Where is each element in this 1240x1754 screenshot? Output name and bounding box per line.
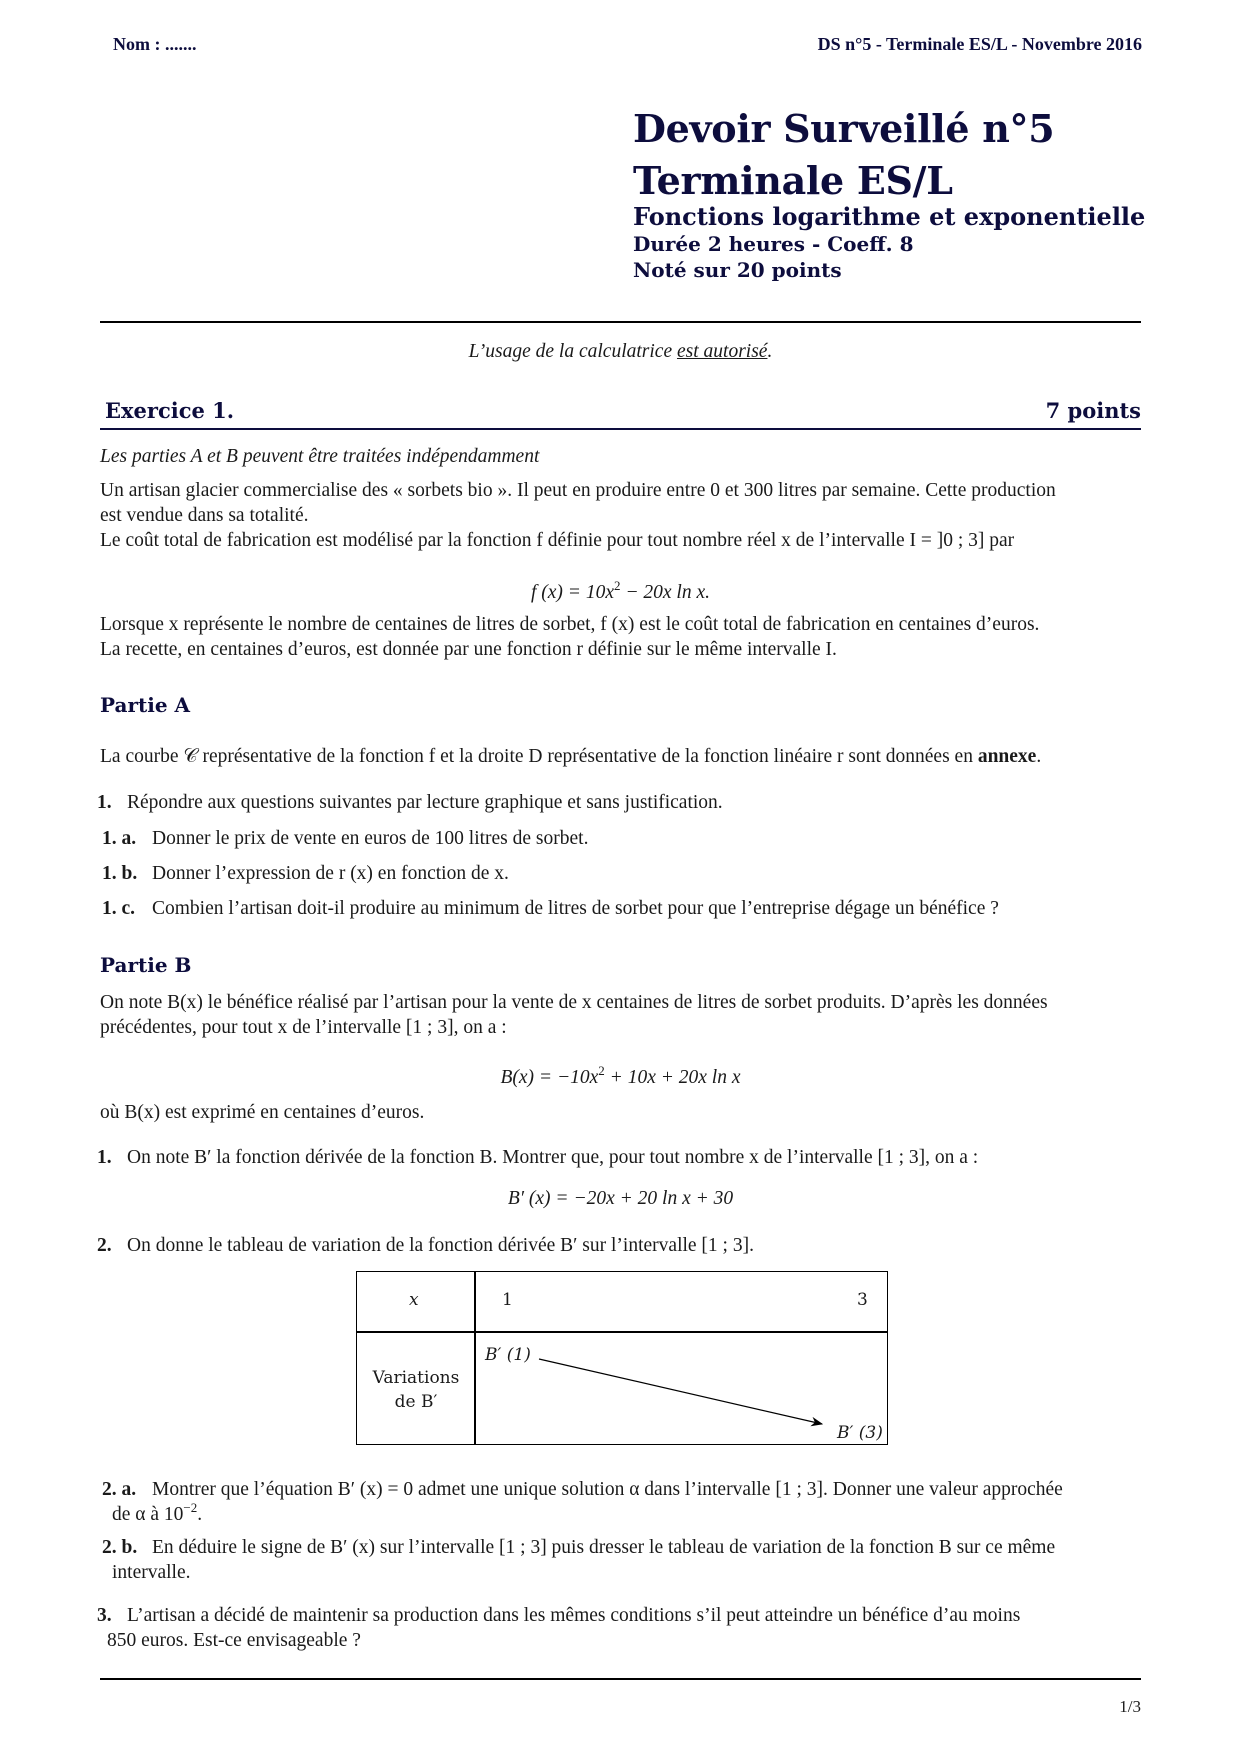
part-a-intro	[100, 744, 1141, 769]
table-row-label-line-2: de B′	[394, 1392, 438, 1412]
question-number: 2. b.	[102, 1537, 138, 1558]
question-number: 1.	[97, 792, 112, 813]
intro-paragraph-1-line-2: est vendue dans sa totalité.	[100, 505, 309, 526]
table-start-value: B′ (1)	[485, 1345, 531, 1365]
question-text-end: .	[197, 1504, 203, 1525]
part-a-intro-end: .	[1036, 746, 1042, 767]
intro-paragraph-1-line-1: Un artisan glacier commercialise des « sorbets bio ». Il peut en produire entre 0 et 300 litres par semaine. Cette production	[100, 480, 1056, 501]
subject-title: Fonctions logarithme et exponentielle	[633, 202, 1146, 231]
formula-B-exponent: 2	[598, 1063, 605, 1078]
exercise-points: 7 points	[1045, 398, 1141, 423]
part-b-question-2a-line-2	[112, 1502, 1153, 1527]
title-block	[633, 105, 1145, 283]
precision-exponent: −2	[183, 1500, 198, 1515]
calculator-note-text: L’usage de la calculatrice	[468, 341, 677, 362]
document-reference: DS n°5 - Terminale ES/L - Novembre 2016	[817, 34, 1142, 54]
question-text: Donner le prix de vente en euros de 100 litres de sorbet.	[152, 828, 589, 849]
part-b-question-2a	[102, 1477, 1143, 1502]
question-text: Donner l’expression de r (x) en fonction de x.	[152, 863, 509, 884]
exercise-title: Exercice 1.	[105, 398, 235, 423]
part-b-intro-line-1: On note B(x) le bénéfice réalisé par l’artisan pour la vente de x centaines de litres de sorbet produits. D’après les données	[100, 992, 1048, 1013]
question-text: On note B′ la fonction dérivée de la fonction B. Montrer que, pour tout nombre x de l’intervalle [1 ; 3], on a :	[127, 1147, 979, 1168]
formula-f-exponent: 2	[613, 578, 621, 593]
independence-note: Les parties A et B peuvent être traitées indépendamment	[100, 446, 540, 467]
part-a-question-1	[97, 790, 1138, 815]
grading-note: Noté sur 20 points	[633, 258, 842, 282]
question-number: 2. a.	[102, 1479, 137, 1500]
part-a-question-1b	[102, 861, 1143, 886]
formula-f-rhs: − 20x ln x.	[620, 582, 710, 603]
question-number: 1. b.	[102, 863, 138, 884]
exam-title: Devoir Surveillé n°5	[633, 106, 1055, 151]
annexe-reference: annexe	[977, 746, 1037, 767]
part-b-question-2b	[102, 1535, 1143, 1560]
table-x-label: x	[409, 1290, 419, 1310]
variation-table	[356, 1271, 888, 1445]
question-number: 1. c.	[102, 898, 136, 919]
formula-f	[100, 580, 1141, 605]
part-a-question-1a	[102, 826, 1143, 851]
calculator-note	[100, 339, 1141, 364]
part-b-intro-line-2: précédentes, pour tout x de l’intervalle [1 ; 3], on a :	[100, 1017, 507, 1038]
question-number: 1.	[97, 1147, 112, 1168]
formula-B-prime: B′ (x) = −20x + 20 ln x + 30	[507, 1188, 734, 1209]
page-number: 1/3	[1119, 1697, 1141, 1716]
part-a-intro-text: La courbe 𝒞 représentative de la fonction f et la droite D représentative de la fonction linéaire r sont données en	[100, 746, 978, 767]
question-number: 3.	[97, 1605, 112, 1626]
question-text: Montrer que l’équation B′ (x) = 0 admet une unique solution α dans l’intervalle [1 ; 3]. Donner une valeur approchée	[152, 1479, 1063, 1500]
duration-coeff: Durée 2 heures - Coeff. 8	[633, 232, 914, 256]
table-end-value: B′ (3)	[837, 1423, 883, 1443]
part-b-title: Partie B	[100, 953, 192, 977]
table-x-start: 1	[502, 1290, 513, 1310]
part-b-unit-note: où B(x) est exprimé en centaines d’euros.	[100, 1102, 425, 1123]
formula-f-lhs: f (x) = 10x	[530, 582, 614, 603]
intro-paragraph-3-line-2: La recette, en centaines d’euros, est donnée par une fonction r définie sur le même intervalle I.	[100, 639, 837, 660]
question-text: L’artisan a décidé de maintenir sa production dans les mêmes conditions s’il peut atteindre un bénéfice d’au moins	[127, 1605, 1021, 1626]
table-x-end: 3	[857, 1290, 868, 1310]
name-field-label: Nom : .......	[113, 34, 197, 54]
intro-paragraph-2: Le coût total de fabrication est modélisé par la fonction f définie pour tout nombre réel x de l’intervalle I = ]0 ; 3] par	[100, 530, 1015, 551]
table-row-label-line-1: Variations	[372, 1368, 460, 1388]
calculator-note-end: .	[767, 341, 773, 362]
part-a-question-1c	[102, 896, 1143, 921]
question-text: On donne le tableau de variation de la fonction dérivée B′ sur l’intervalle [1 ; 3].	[127, 1235, 754, 1256]
question-text: de α à 10	[112, 1504, 184, 1525]
calculator-allowed-emphasis: est autorisé	[676, 341, 768, 362]
part-b-question-2	[97, 1233, 1138, 1258]
question-text: En déduire le signe de B′ (x) sur l’intervalle [1 ; 3] puis dresser le tableau de variation de la fonction B sur ce même	[152, 1537, 1056, 1558]
formula-B-rhs: + 10x + 20x ln x	[604, 1067, 741, 1088]
decreasing-arrow-icon	[357, 1272, 889, 1446]
part-b-question-3	[97, 1603, 1138, 1628]
formula-B	[100, 1065, 1141, 1090]
question-text: Combien l’artisan doit-il produire au minimum de litres de sorbet pour que l’entreprise dégage un bénéfice ?	[152, 898, 999, 919]
exercise-divider	[100, 428, 1141, 430]
intro-paragraph-3-line-1: Lorsque x représente le nombre de centaines de litres de sorbet, f (x) est le coût total de fabrication en centaines d’euros.	[100, 614, 1040, 635]
exercise-header	[105, 398, 1141, 423]
question-number: 1. a.	[102, 828, 137, 849]
part-b-question-3-line-2: 850 euros. Est-ce envisageable ?	[107, 1630, 361, 1651]
part-b-question-2b-line-2: intervalle.	[112, 1562, 191, 1583]
part-a-title: Partie A	[100, 693, 191, 717]
top-divider	[100, 321, 1141, 323]
question-number: 2.	[97, 1235, 112, 1256]
class-title: Terminale ES/L	[633, 158, 953, 203]
footer-divider	[100, 1678, 1141, 1680]
question-text: Répondre aux questions suivantes par lecture graphique et sans justification.	[127, 792, 723, 813]
part-b-question-1	[97, 1145, 1138, 1170]
formula-B-lhs: B(x) = −10x	[500, 1067, 599, 1088]
